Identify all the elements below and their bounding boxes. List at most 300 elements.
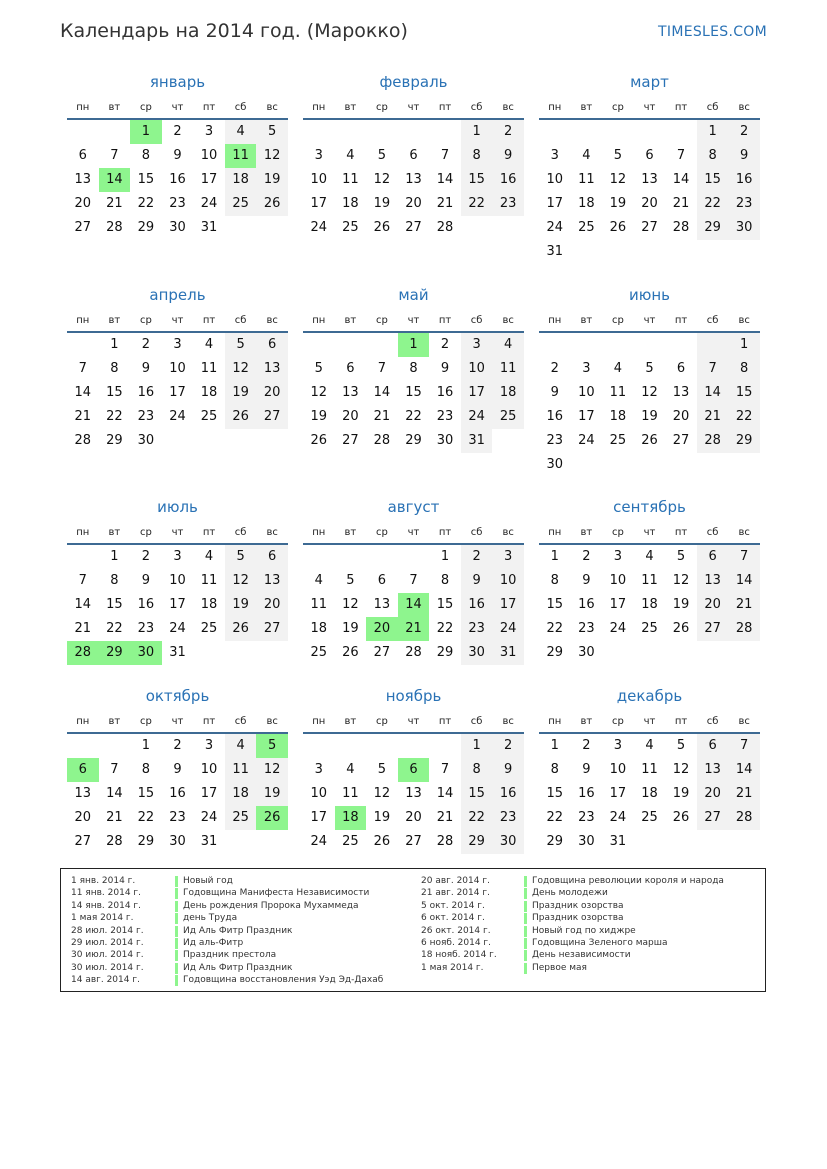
legend-holiday-name: день Труда: [183, 913, 238, 924]
day-cell: 23: [169, 196, 186, 211]
legend-marker: [524, 963, 527, 974]
weekday-label: пн: [548, 314, 562, 326]
day-cell: 24: [492, 617, 524, 641]
day-cell: 2: [173, 738, 182, 753]
day-cell: 25: [342, 834, 359, 849]
day-cell: 22: [137, 196, 155, 211]
weekday-label: вс: [266, 715, 278, 727]
day-cell: 4: [314, 573, 323, 588]
weekday-label: чт: [171, 101, 184, 113]
weekday-label: пт: [202, 101, 216, 113]
day-cell: 7: [78, 361, 87, 376]
day-cell: 27: [405, 220, 422, 235]
day-cell: 16: [578, 786, 595, 801]
day-cell: 14: [436, 172, 454, 187]
month-name: декабрь: [616, 687, 683, 705]
day-cell: 13: [697, 569, 729, 593]
day-cell: 17: [546, 196, 564, 211]
empty-cell: [398, 120, 430, 144]
weekday-label: чт: [407, 314, 420, 326]
legend-holiday-name: Годовщина восстановления Уэд Эд-Дахаб: [183, 975, 384, 986]
day-cell: 9: [492, 144, 524, 168]
day-grid: [539, 333, 760, 477]
weekday-label: пт: [202, 715, 216, 727]
day-cell: 6: [697, 545, 729, 569]
day-cell: 23: [492, 806, 524, 830]
day-cell: 28: [405, 645, 422, 660]
day-cell: 15: [697, 168, 729, 192]
day-cell: 13: [256, 569, 288, 593]
day-cell: 18: [492, 381, 524, 405]
day-cell: 4: [346, 148, 355, 163]
day-cell: 19: [373, 810, 391, 825]
weekday-label: пн: [76, 526, 90, 538]
day-cell: 23: [436, 409, 454, 424]
day-cell: 23: [137, 621, 155, 636]
weekday-label: вт: [344, 715, 357, 727]
day-cell: 17: [609, 597, 627, 612]
weekday-header: [303, 96, 524, 118]
day-cell: 9: [141, 361, 151, 376]
day-cell: 17: [169, 597, 186, 612]
weekday-label: сб: [706, 314, 719, 326]
day-cell: 1: [697, 120, 729, 144]
day-cell: 14: [106, 786, 123, 801]
day-cell: 27: [672, 433, 690, 448]
day-cell: 8: [728, 357, 760, 381]
weekday-label: ср: [139, 314, 152, 326]
day-cell: 1: [728, 333, 760, 357]
day-cell: 18: [641, 786, 658, 801]
legend-date: 5 окт. 2014 г.: [421, 900, 485, 911]
month-4: [67, 285, 288, 453]
day-cell: 15: [137, 172, 155, 187]
empty-cell: [303, 734, 335, 758]
holiday-day-cell: 6: [398, 758, 430, 782]
day-cell: 18: [225, 782, 257, 806]
day-cell: 5: [377, 762, 387, 777]
day-cell: 26: [373, 834, 391, 849]
day-cell: 1: [550, 738, 559, 753]
holiday-day-cell: 5: [256, 734, 288, 758]
day-cell: 30: [461, 641, 493, 665]
day-cell: 8: [110, 361, 119, 376]
day-cell: 28: [436, 220, 454, 235]
day-cell: 4: [225, 734, 257, 758]
weekday-label: вт: [580, 715, 593, 727]
weekday-label: сб: [234, 715, 247, 727]
day-cell: 25: [492, 405, 524, 429]
legend-marker: [524, 938, 527, 949]
legend-holiday-name: Годовщина революции короля и народа: [532, 876, 724, 886]
weekday-label: вс: [266, 526, 278, 538]
day-cell: 25: [609, 433, 627, 448]
holiday-day-cell: 28: [67, 641, 99, 665]
day-cell: 12: [672, 762, 690, 777]
day-cell: 21: [106, 810, 123, 825]
day-cell: 24: [310, 834, 328, 849]
day-cell: 22: [461, 806, 493, 830]
day-cell: 17: [200, 786, 218, 801]
day-cell: 10: [310, 172, 328, 187]
day-cell: 7: [377, 361, 387, 376]
day-cell: 11: [342, 172, 359, 187]
month-10: [67, 686, 288, 854]
day-cell: 21: [436, 810, 454, 825]
legend-marker: [175, 913, 178, 924]
day-cell: 31: [169, 645, 186, 660]
weekday-label: пн: [312, 101, 326, 113]
day-cell: 10: [200, 762, 218, 777]
weekday-header: [539, 96, 760, 118]
day-cell: 25: [200, 621, 218, 636]
weekday-label: вс: [738, 526, 750, 538]
legend-date: 1 мая 2014 г.: [71, 913, 134, 924]
holiday-day-cell: 11: [225, 144, 257, 168]
legend-marker: [524, 888, 527, 899]
legend-holiday-name: Новый год по хиджре: [532, 925, 636, 936]
month-name: сентябрь: [613, 498, 686, 516]
empty-cell: [366, 734, 398, 758]
weekday-label: чт: [643, 526, 656, 538]
day-cell: 24: [169, 409, 186, 424]
day-cell: 8: [550, 762, 559, 777]
day-cell: 1: [461, 120, 493, 144]
day-cell: 16: [137, 385, 155, 400]
day-cell: 11: [609, 385, 627, 400]
legend-date: 21 авг. 2014 г.: [421, 888, 490, 899]
day-cell: 5: [346, 573, 355, 588]
day-cell: 16: [169, 786, 186, 801]
day-cell: 20: [641, 196, 658, 211]
day-cell: 5: [613, 148, 623, 163]
day-cell: 6: [409, 148, 418, 163]
weekday-label: сб: [470, 715, 483, 727]
day-cell: 13: [405, 786, 422, 801]
holiday-day-cell: 29: [99, 641, 131, 665]
day-cell: 5: [676, 549, 686, 564]
legend-date: 6 окт. 2014 г.: [421, 913, 485, 924]
legend-date: 14 янв. 2014 г.: [71, 900, 141, 911]
day-cell: 29: [137, 220, 155, 235]
month-name: июль: [157, 498, 198, 516]
day-cell: 16: [728, 168, 760, 192]
day-cell: 19: [310, 409, 328, 424]
day-cell: 18: [342, 196, 359, 211]
legend-holiday-name: День молодежи: [532, 888, 608, 899]
weekday-label: чт: [643, 101, 656, 113]
weekday-label: пт: [674, 715, 688, 727]
day-cell: 25: [641, 810, 658, 825]
day-cell: 9: [582, 573, 591, 588]
day-cell: 17: [169, 385, 186, 400]
day-cell: 22: [137, 810, 155, 825]
day-cell: 15: [461, 168, 493, 192]
weekday-label: вс: [738, 314, 750, 326]
legend-date: 30 июл. 2014 г.: [71, 950, 144, 961]
day-cell: 3: [582, 361, 591, 376]
day-cell: 20: [256, 593, 288, 617]
day-cell: 14: [728, 758, 760, 782]
day-cell: 10: [492, 569, 524, 593]
day-cell: 11: [310, 597, 328, 612]
day-cell: 23: [578, 810, 595, 825]
day-cell: 12: [609, 172, 627, 187]
day-cell: 20: [256, 381, 288, 405]
month-name: ноябрь: [385, 687, 442, 705]
day-cell: 28: [373, 433, 391, 448]
empty-cell: [539, 333, 571, 357]
day-cell: 4: [645, 549, 654, 564]
day-cell: 15: [405, 385, 422, 400]
day-cell: 28: [106, 834, 123, 849]
empty-cell: [67, 333, 99, 357]
day-cell: 12: [373, 786, 391, 801]
day-cell: 29: [436, 645, 454, 660]
day-cell: 20: [405, 810, 422, 825]
day-cell: 3: [314, 148, 323, 163]
month-2: [303, 72, 524, 240]
weekday-label: ср: [375, 314, 388, 326]
weekday-label: вт: [108, 314, 121, 326]
day-cell: 3: [492, 545, 524, 569]
day-cell: 21: [728, 593, 760, 617]
day-cell: 8: [141, 148, 151, 163]
weekday-label: вт: [344, 101, 357, 113]
day-cell: 23: [492, 192, 524, 216]
legend-marker: [175, 975, 178, 986]
day-cell: 27: [697, 806, 729, 830]
weekday-label: ср: [139, 101, 152, 113]
day-cell: 2: [440, 337, 450, 352]
day-cell: 6: [256, 333, 288, 357]
day-cell: 3: [613, 549, 623, 564]
month-3: [539, 72, 760, 264]
day-cell: 4: [492, 333, 524, 357]
empty-cell: [99, 734, 131, 758]
day-cell: 16: [436, 385, 454, 400]
empty-cell: [335, 734, 367, 758]
day-cell: 22: [405, 409, 422, 424]
day-cell: 27: [74, 834, 92, 849]
day-cell: 26: [225, 405, 257, 429]
day-cell: 14: [74, 597, 92, 612]
legend-marker: [175, 950, 178, 961]
day-cell: 16: [137, 597, 155, 612]
day-cell: 3: [204, 738, 214, 753]
day-cell: 7: [440, 148, 450, 163]
day-cell: 26: [225, 617, 257, 641]
day-cell: 23: [461, 617, 493, 641]
day-cell: 23: [578, 621, 595, 636]
day-cell: 29: [728, 429, 760, 453]
holiday-legend: [60, 868, 766, 992]
month-7: [67, 497, 288, 665]
day-cell: 13: [405, 172, 422, 187]
day-cell: 10: [461, 357, 493, 381]
day-cell: 31: [200, 834, 218, 849]
holiday-day-cell: 20: [366, 617, 398, 641]
day-cell: 21: [697, 405, 729, 429]
weekday-header: [539, 710, 760, 732]
weekday-label: пн: [76, 101, 90, 113]
day-cell: 4: [613, 361, 623, 376]
day-cell: 2: [141, 337, 151, 352]
day-cell: 2: [461, 545, 493, 569]
holiday-day-cell: 30: [130, 641, 162, 665]
day-cell: 8: [550, 573, 559, 588]
day-cell: 21: [728, 782, 760, 806]
legend-holiday-name: Праздник озорства: [532, 913, 624, 924]
day-cell: 17: [492, 593, 524, 617]
day-cell: 11: [342, 786, 359, 801]
day-cell: 22: [546, 810, 564, 825]
legend-date: 18 нояб. 2014 г.: [421, 950, 497, 961]
day-cell: 10: [578, 385, 595, 400]
day-cell: 26: [609, 220, 627, 235]
weekday-label: чт: [171, 526, 184, 538]
month-12: [539, 686, 760, 854]
day-cell: 28: [697, 429, 729, 453]
holiday-day-cell: 26: [256, 806, 288, 830]
day-cell: 21: [373, 409, 391, 424]
day-cell: 3: [173, 549, 182, 564]
day-cell: 28: [436, 834, 454, 849]
day-cell: 2: [173, 124, 182, 139]
day-grid: [539, 120, 760, 264]
day-cell: 29: [461, 830, 493, 854]
day-cell: 13: [342, 385, 359, 400]
day-cell: 6: [377, 573, 387, 588]
day-cell: 28: [728, 617, 760, 641]
day-cell: 5: [676, 738, 686, 753]
legend-holiday-name: Ид Аль Фитр Праздник: [183, 925, 293, 936]
day-cell: 1: [141, 738, 151, 753]
weekday-label: пт: [202, 526, 216, 538]
legend-marker: [175, 938, 178, 949]
day-cell: 13: [697, 758, 729, 782]
empty-cell: [665, 120, 697, 144]
day-cell: 23: [169, 810, 186, 825]
day-cell: 7: [78, 573, 87, 588]
empty-cell: [571, 333, 603, 357]
day-cell: 1: [550, 549, 559, 564]
empty-cell: [602, 333, 634, 357]
day-cell: 6: [346, 361, 355, 376]
weekday-label: пт: [674, 314, 688, 326]
legend-date: 20 авг. 2014 г.: [421, 876, 490, 886]
day-cell: 16: [461, 593, 493, 617]
day-cell: 12: [342, 597, 359, 612]
empty-cell: [697, 333, 729, 357]
day-cell: 15: [436, 597, 454, 612]
weekday-label: ср: [139, 715, 152, 727]
legend-date: 1 мая 2014 г.: [421, 962, 484, 973]
day-cell: 6: [676, 361, 686, 376]
month-name: март: [630, 73, 669, 91]
day-cell: 28: [74, 433, 92, 448]
day-cell: 19: [609, 196, 627, 211]
day-cell: 19: [342, 621, 359, 636]
legend-holiday-name: Праздник озорства: [532, 900, 624, 911]
day-cell: 22: [106, 621, 123, 636]
day-cell: 2: [492, 734, 524, 758]
legend-marker: [524, 926, 527, 937]
day-cell: 17: [461, 381, 493, 405]
empty-cell: [366, 333, 398, 357]
holiday-day-cell: 14: [99, 168, 131, 192]
day-cell: 24: [169, 621, 186, 636]
day-cell: 22: [106, 409, 123, 424]
legend-holiday-name: Годовщина Манифеста Независимости: [183, 888, 370, 899]
empty-cell: [539, 120, 571, 144]
empty-cell: [303, 333, 335, 357]
day-cell: 9: [582, 762, 591, 777]
legend-date: 14 авг. 2014 г.: [71, 975, 140, 986]
day-cell: 8: [110, 573, 119, 588]
day-cell: 30: [169, 220, 186, 235]
day-cell: 20: [342, 409, 359, 424]
legend-marker: [175, 926, 178, 937]
day-cell: 4: [645, 738, 654, 753]
day-cell: 25: [225, 192, 257, 216]
weekday-label: чт: [643, 314, 656, 326]
day-cell: 6: [78, 148, 87, 163]
day-cell: 22: [728, 405, 760, 429]
weekday-label: вс: [738, 101, 750, 113]
day-cell: 23: [137, 409, 155, 424]
day-cell: 20: [74, 810, 92, 825]
day-cell: 6: [256, 545, 288, 569]
empty-cell: [303, 545, 335, 569]
legend-holiday-name: Новый год: [183, 876, 233, 886]
day-cell: 19: [256, 168, 288, 192]
day-cell: 31: [461, 429, 493, 453]
weekday-label: ср: [139, 526, 152, 538]
month-name: июнь: [628, 286, 671, 304]
day-cell: 12: [225, 357, 257, 381]
day-cell: 20: [697, 782, 729, 806]
legend-marker: [524, 876, 527, 887]
day-grid: [67, 545, 288, 665]
weekday-label: пт: [674, 526, 688, 538]
day-cell: 5: [314, 361, 323, 376]
day-cell: 30: [169, 834, 186, 849]
day-cell: 11: [200, 573, 218, 588]
weekday-label: вт: [108, 715, 121, 727]
legend-date: 30 июл. 2014 г.: [71, 962, 144, 973]
day-cell: 18: [310, 621, 328, 636]
day-cell: 10: [609, 573, 627, 588]
day-cell: 17: [609, 786, 627, 801]
site-logo-link[interactable]: TIMESLES.COM: [658, 24, 767, 40]
day-cell: 4: [204, 549, 214, 564]
day-cell: 6: [645, 148, 654, 163]
weekday-header: [539, 309, 760, 331]
day-cell: 30: [492, 830, 524, 854]
empty-cell: [67, 734, 99, 758]
day-cell: 5: [377, 148, 387, 163]
day-cell: 16: [492, 168, 524, 192]
day-cell: 9: [461, 569, 493, 593]
weekday-label: пн: [312, 314, 326, 326]
legend-holiday-name: Годовщина Зеленого марша: [532, 937, 668, 948]
day-cell: 14: [373, 385, 391, 400]
weekday-label: вт: [580, 314, 593, 326]
day-cell: 1: [110, 549, 119, 564]
day-grid: [67, 120, 288, 240]
day-cell: 24: [609, 810, 627, 825]
